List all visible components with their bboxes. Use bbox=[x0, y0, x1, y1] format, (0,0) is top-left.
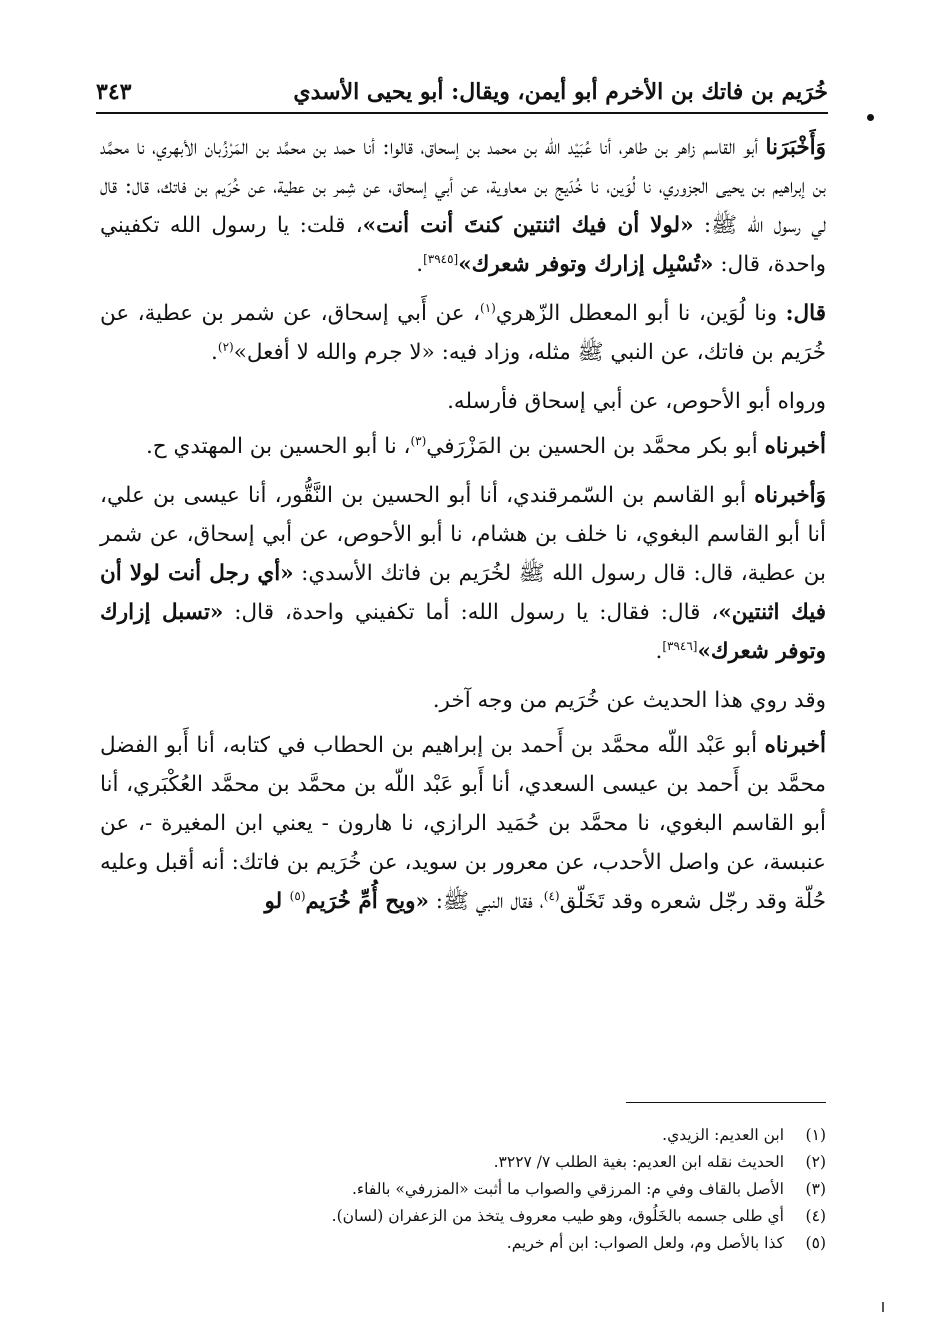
paragraph-1 bbox=[100, 128, 826, 284]
footnote-number: (١) bbox=[805, 1126, 826, 1144]
footnote-ref: (١) bbox=[480, 300, 496, 315]
footnote-item bbox=[100, 1203, 826, 1230]
body-text bbox=[100, 128, 826, 931]
footnote-item bbox=[100, 1122, 826, 1149]
paragraph-text: وقد روي هذا الحديث عن خُرَيم من وجه آخر. bbox=[432, 688, 826, 713]
paragraph-5 bbox=[100, 476, 826, 671]
footnote-text: الحديث نقله ابن العديم: بغية الطلب ٧/ ٣٢٢٧. bbox=[493, 1153, 784, 1171]
hadith-quote: «تسبل إزارك وتوفر شعرك» bbox=[100, 600, 826, 664]
paragraph-lead: وَأخبرناه bbox=[754, 483, 826, 508]
footnote-text: كذا بالأصل وم، ولعل الصواب: ابن أم خريم. bbox=[506, 1234, 784, 1252]
footnote-number: (٣) bbox=[805, 1180, 826, 1198]
paragraph-lead: أخبرناه bbox=[764, 434, 826, 459]
footnote-item bbox=[100, 1149, 826, 1176]
paragraph-lead: قال: bbox=[785, 301, 826, 326]
footnote-item bbox=[100, 1176, 826, 1203]
paragraph-text: ، فقال النبي ﷺ: bbox=[428, 889, 544, 914]
footnote-ref: (٢) bbox=[217, 339, 234, 354]
footnote-rule bbox=[626, 1102, 826, 1103]
footnote-ref: (٥) bbox=[289, 888, 306, 903]
paragraph-text: أبو عَبْد اللّه محمَّد بن أَحمد بن إبراهيم بن الحطاب في كتابه، أنا أَبو الفضل محمَّد بن أَحمد بن عيسى السعدي، أنا أَبو عَبْد اللّه بن محمَّد بن محمَّد العُكْبَري، أنا أبو القاسم البغوي، نا محمَّد بن حُمَيد الرازي، نا هارون - يعني ابن المغيرة -، عن عنبسة، عن واصل الأحدب، عن معرور بن سويد، عن خُرَيم بن فاتك: أنه أقبل وعليه حُلّة وقد رجّل شعره وقد تَخَلّق bbox=[100, 733, 826, 914]
hadith-quote: «ويح أُمِّ خُرَيم bbox=[305, 889, 429, 914]
page-number: ٣٤٣ bbox=[96, 79, 132, 105]
paragraph-text: ، قال: فقال: يا رسول الله: أما تكفيني واحدة، قال: bbox=[223, 600, 719, 625]
paragraph-text: ورواه أبو الأحوص، عن أبي إسحاق فأرسله. bbox=[447, 389, 826, 414]
running-title: خُرَيم بن فاتك بن الأخرم أبو أيمن، ويقال: أبو يحيى الأسدي bbox=[293, 79, 828, 105]
footnote-ref: (٣) bbox=[410, 433, 427, 448]
hadith-quote: «أي رجل أنت لولا أن فيك اثنتين» bbox=[100, 561, 826, 625]
footnote-text: الأصل بالقاف وفي م: المرزقي والصواب ما أثبت «المزرفي» بالفاء. bbox=[351, 1180, 784, 1198]
paragraph-text: أبو بكر محمَّد بن الحسين بن المَزْرَفي bbox=[426, 434, 765, 459]
paragraph-text: ، عن أَبي إسحاق، عن شمر بن عطية، عن خُرَيم بن فاتك، عن النبي ﷺ مثله، وزاد فيه: «لا جرم والله لا أفعل» bbox=[100, 301, 826, 365]
paragraph-end: . bbox=[211, 340, 218, 365]
paragraph-lead: أخبرناه bbox=[764, 733, 826, 758]
footnote-number: (٥) bbox=[805, 1234, 826, 1252]
footnote-text: أي طلى جسمه بالخَلُوق، وهو طيب معروف يتخذ من الزعفران (لسان). bbox=[331, 1207, 784, 1225]
footnote-text: ابن العديم: الزيدي. bbox=[662, 1126, 784, 1144]
header-rule bbox=[96, 112, 828, 114]
paragraph-4 bbox=[100, 427, 826, 466]
paragraph-text: أبو القاسم زاهر بن طاهر، أنا عُبَيْد اللّه بن محمد بن إسحاق، قالوا: أنا حمد بن محمَّد بن المَرْزُبان الأبهري، نا محمَّد بن إبراهيم بن يحيى الجزوري، نا لُوَين، نا خُدَيج بن معاوية، عن أبي إسحاق، عن شِمر بن عطية، عن خُرَيم بن فاتك، قال: قال لي رسول الله ﷺ: bbox=[100, 135, 826, 238]
corner-mark bbox=[867, 114, 874, 121]
paragraph-7 bbox=[100, 726, 826, 921]
hadith-ref: [٣٩٤٥] bbox=[423, 251, 459, 266]
paragraph-end: . bbox=[416, 252, 424, 277]
paragraph-text: ، قلت: يا رسول الله تكفيني واحدة، قال: bbox=[100, 213, 826, 277]
hadith-quote: «لولا أن فيك اثنتين كنتَ أنت أنت» bbox=[362, 213, 694, 238]
footnotes bbox=[100, 1122, 826, 1257]
paragraph-text: أبو القاسم بن السّمرقندي، أنا أبو الحسين بن النَّقُّور، أنا عيسى بن علي، أنا أبو القاسم البغوي، نا خلف بن هشام، نا أبو الأحوص، عن أبي إسحاق، عن شمر بن عطية، قال: قال رسول الله ﷺ لخُرَيم بن فاتك الأسدي: bbox=[100, 483, 826, 586]
footnote-item bbox=[100, 1230, 826, 1257]
paragraph-2 bbox=[100, 294, 826, 372]
hadith-quote: لو bbox=[264, 889, 290, 914]
footnote-number: (٤) bbox=[805, 1207, 826, 1225]
paragraph-lead: وَأَخْبَرَنا bbox=[765, 135, 826, 160]
paragraph-text: ، نا أبو الحسين بن المهتدي ح. bbox=[145, 434, 411, 459]
hadith-ref: [٣٩٤٦] bbox=[662, 638, 698, 653]
page-header bbox=[96, 74, 828, 110]
footnote-ref: (٤) bbox=[543, 888, 560, 903]
paragraph-end: . bbox=[655, 639, 663, 664]
footnote-number: (٢) bbox=[805, 1153, 826, 1171]
paragraph-text: ونا لُوَين، نا أبو المعطل الزّهري bbox=[495, 301, 786, 326]
paragraph-3 bbox=[100, 382, 826, 421]
hadith-quote: «تُسْبِل إزارك وتوفر شعرك» bbox=[458, 252, 714, 277]
scan-mark bbox=[882, 1302, 884, 1312]
paragraph-6 bbox=[100, 681, 826, 720]
